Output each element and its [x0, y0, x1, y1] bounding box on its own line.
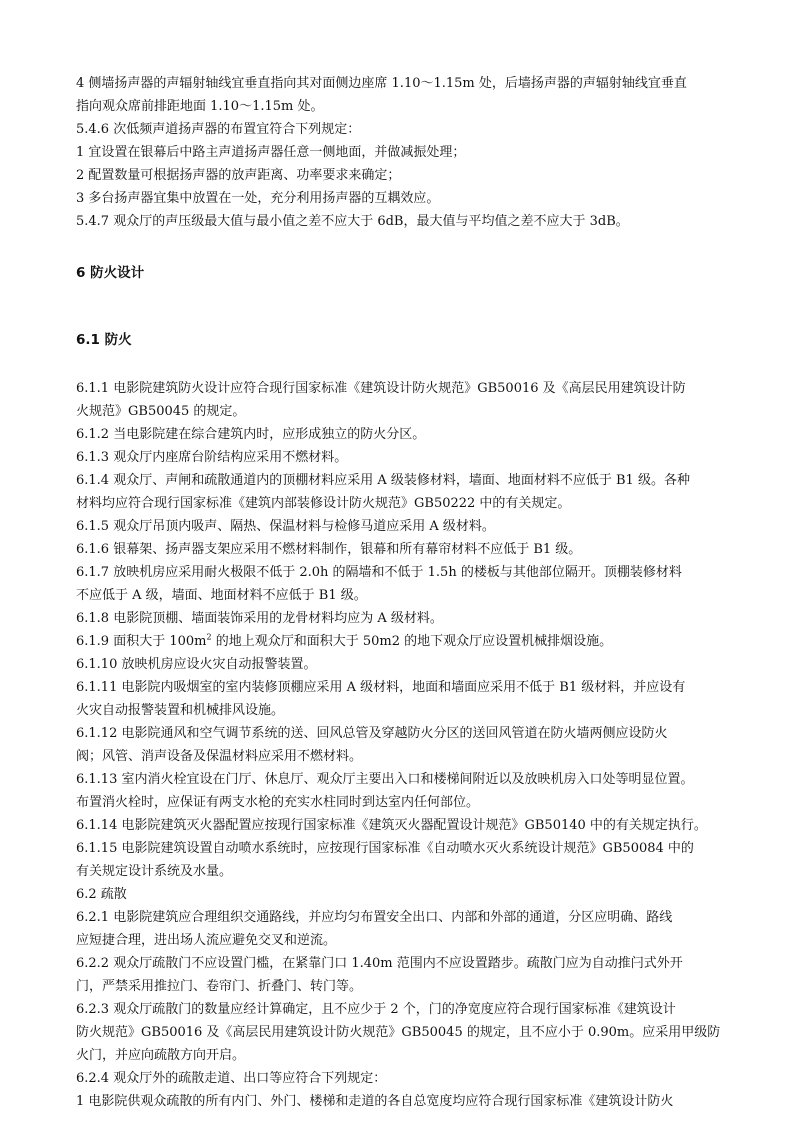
text-line: 1 电影院供观众疏散的所有内门、外门、楼梯和走道的各自总宽度均应符合现行国家标准《建筑设计防火	[76, 1094, 674, 1109]
text-line: 不应低于 A 级，墙面、地面材料不应低于 B1 级。	[76, 588, 367, 603]
text-line: 应短捷合理，进出场人流应避免交叉和逆流。	[76, 933, 337, 948]
text-line: 6.1.10 放映机房应设火灾自动报警装置。	[76, 657, 317, 672]
text-line: 5.4.6 次低频声道扬声器的布置宜符合下列规定：	[76, 122, 361, 137]
text-line: 1 宜设置在银幕后中路主声道扬声器任意一侧地面，并做减振处理；	[76, 145, 466, 160]
text-line: 指向观众席前排距地面 1.10～1.15m 处。	[76, 99, 324, 114]
text-line: 6.1.11 电影院内吸烟室的室内装修顶棚应采用 A 级材料，地面和墙面应采用不低于 B1 级材料，并应设有	[76, 680, 686, 695]
text-line: 6.2.3 观众厅疏散门的数量应经计算确定，且不应少于 2 个，门的净宽度应符合现行国家标准《建筑设计	[76, 1002, 676, 1017]
text-line: 2 配置数量可根据扬声器的放声距离、功率要求来确定；	[76, 168, 401, 183]
text-line: 6.1.1 电影院建筑防火设计应符合现行国家标准《建筑设计防火规范》GB50016 及《高层民用建筑设计防	[76, 381, 686, 396]
text-line: 阀；风管、消声设备及保温材料应采用不燃材料。	[76, 749, 363, 764]
text-line: 材料均应符合现行国家标准《建筑内部装修设计防火规范》GB50222 中的有关规定。	[76, 496, 571, 511]
text-line: 6.2.4 观众厅外的疏散走道、出口等应符合下列规定：	[76, 1071, 387, 1086]
text-line: 6.1.7 放映机房应采用耐火极限不低于 2.0h 的隔墙和不低于 1.5h 的楼板与其他部位隔开。顶棚装修材料	[76, 565, 682, 580]
superscript: 2	[206, 632, 212, 642]
text-line: 火规范》GB50045 的规定。	[76, 404, 246, 419]
text-line: 4 侧墙扬声器的声辐射轴线宜垂直指向其对面侧边座席 1.10～1.15m 处，后墙扬声器的声辐射轴线宜垂直	[76, 76, 687, 91]
text-line: 5.4.7 观众厅的声压级最大值与最小值之差不应大于 6dB，最大值与平均值之差不应大于 3dB。	[76, 214, 629, 229]
section-heading: 6.1 防火	[76, 332, 132, 348]
text-line: 布置消火栓时，应保证有两支水枪的充实水柱同时到达室内任何部位。	[76, 795, 480, 810]
text-line: 6.1.14 电影院建筑灭火器配置应按现行国家标准《建筑灭火器配置设计规范》GB50140 中的有关规定执行。	[76, 818, 707, 833]
text-line: 防火规范》GB50016 及《高层民用建筑设计防火规范》GB50045 的规定，且不应小于 0.90m。应采用甲级防	[76, 1025, 721, 1040]
text-line: 6.1.2 当电影院建在综合建筑内时，应形成独立的防火分区。	[76, 427, 426, 442]
text-line: 火门，并应向疏散方向开启。	[76, 1048, 246, 1063]
text-line: 6.1.8 电影院顶棚、墙面装饰采用的龙骨材料均应为 A 级材料。	[76, 611, 443, 626]
text-line: 6.1.6 银幕架、扬声器支架应采用不燃材料制作，银幕和所有幕帘材料不应低于 B1 级。	[76, 542, 582, 557]
text-line: 6.1.3 观众厅内座席台阶结构应采用不燃材料。	[76, 450, 348, 465]
chapter-heading: 6 防火设计	[76, 265, 145, 281]
text-segment: 的地上观众厅和面积大于 50m2 的地下观众厅应设置机械排烟设施。	[211, 634, 613, 649]
text-line: 3 多台扬声器宜集中放置在一处，充分利用扬声器的互耦效应。	[76, 191, 440, 206]
text-line	[76, 630, 728, 653]
text-line: 6.2.1 电影院建筑应合理组织交通路线，并应均匀布置安全出口、内部和外部的通道，分区应明确、路线	[76, 910, 673, 925]
text-line: 6.1.13 室内消火栓宜设在门厅、休息厅、观众厅主要出入口和楼梯间附近以及放映机房入口处等明显位置。	[76, 772, 694, 787]
text-line: 6.1.15 电影院建筑设置自动喷水系统时，应按现行国家标准《自动喷水灭火系统设计规范》GB50084 中的	[76, 841, 694, 856]
text-line: 6.1.4 观众厅、声闸和疏散通道内的顶棚材料应采用 A 级装修材料，墙面、地面材料不应低于 B1 级。各种	[76, 473, 690, 488]
text-segment: 6.1.9 面积大于 100m	[76, 634, 207, 649]
text-line: 6.1.12 电影院通风和空气调节系统的送、回风总管及穿越防火分区的送回风管道在防火墙两侧应设防火	[76, 726, 668, 741]
text-line: 有关规定设计系统及水量。	[76, 864, 233, 879]
text-line: 6.1.5 观众厅吊顶内吸声、隔热、保温材料与检修马道应采用 A 级材料。	[76, 519, 495, 534]
text-line: 火灾自动报警装置和机械排风设施。	[76, 703, 285, 718]
text-line: 门，严禁采用推拉门、卷帘门、折叠门、转门等。	[76, 979, 363, 994]
text-line: 6.2 疏散	[76, 887, 127, 902]
text-line: 6.2.2 观众厅疏散门不应设置门槛，在紧靠门口 1.40m 范围内不应设置踏步。疏散门应为自动推闩式外开	[76, 956, 683, 971]
